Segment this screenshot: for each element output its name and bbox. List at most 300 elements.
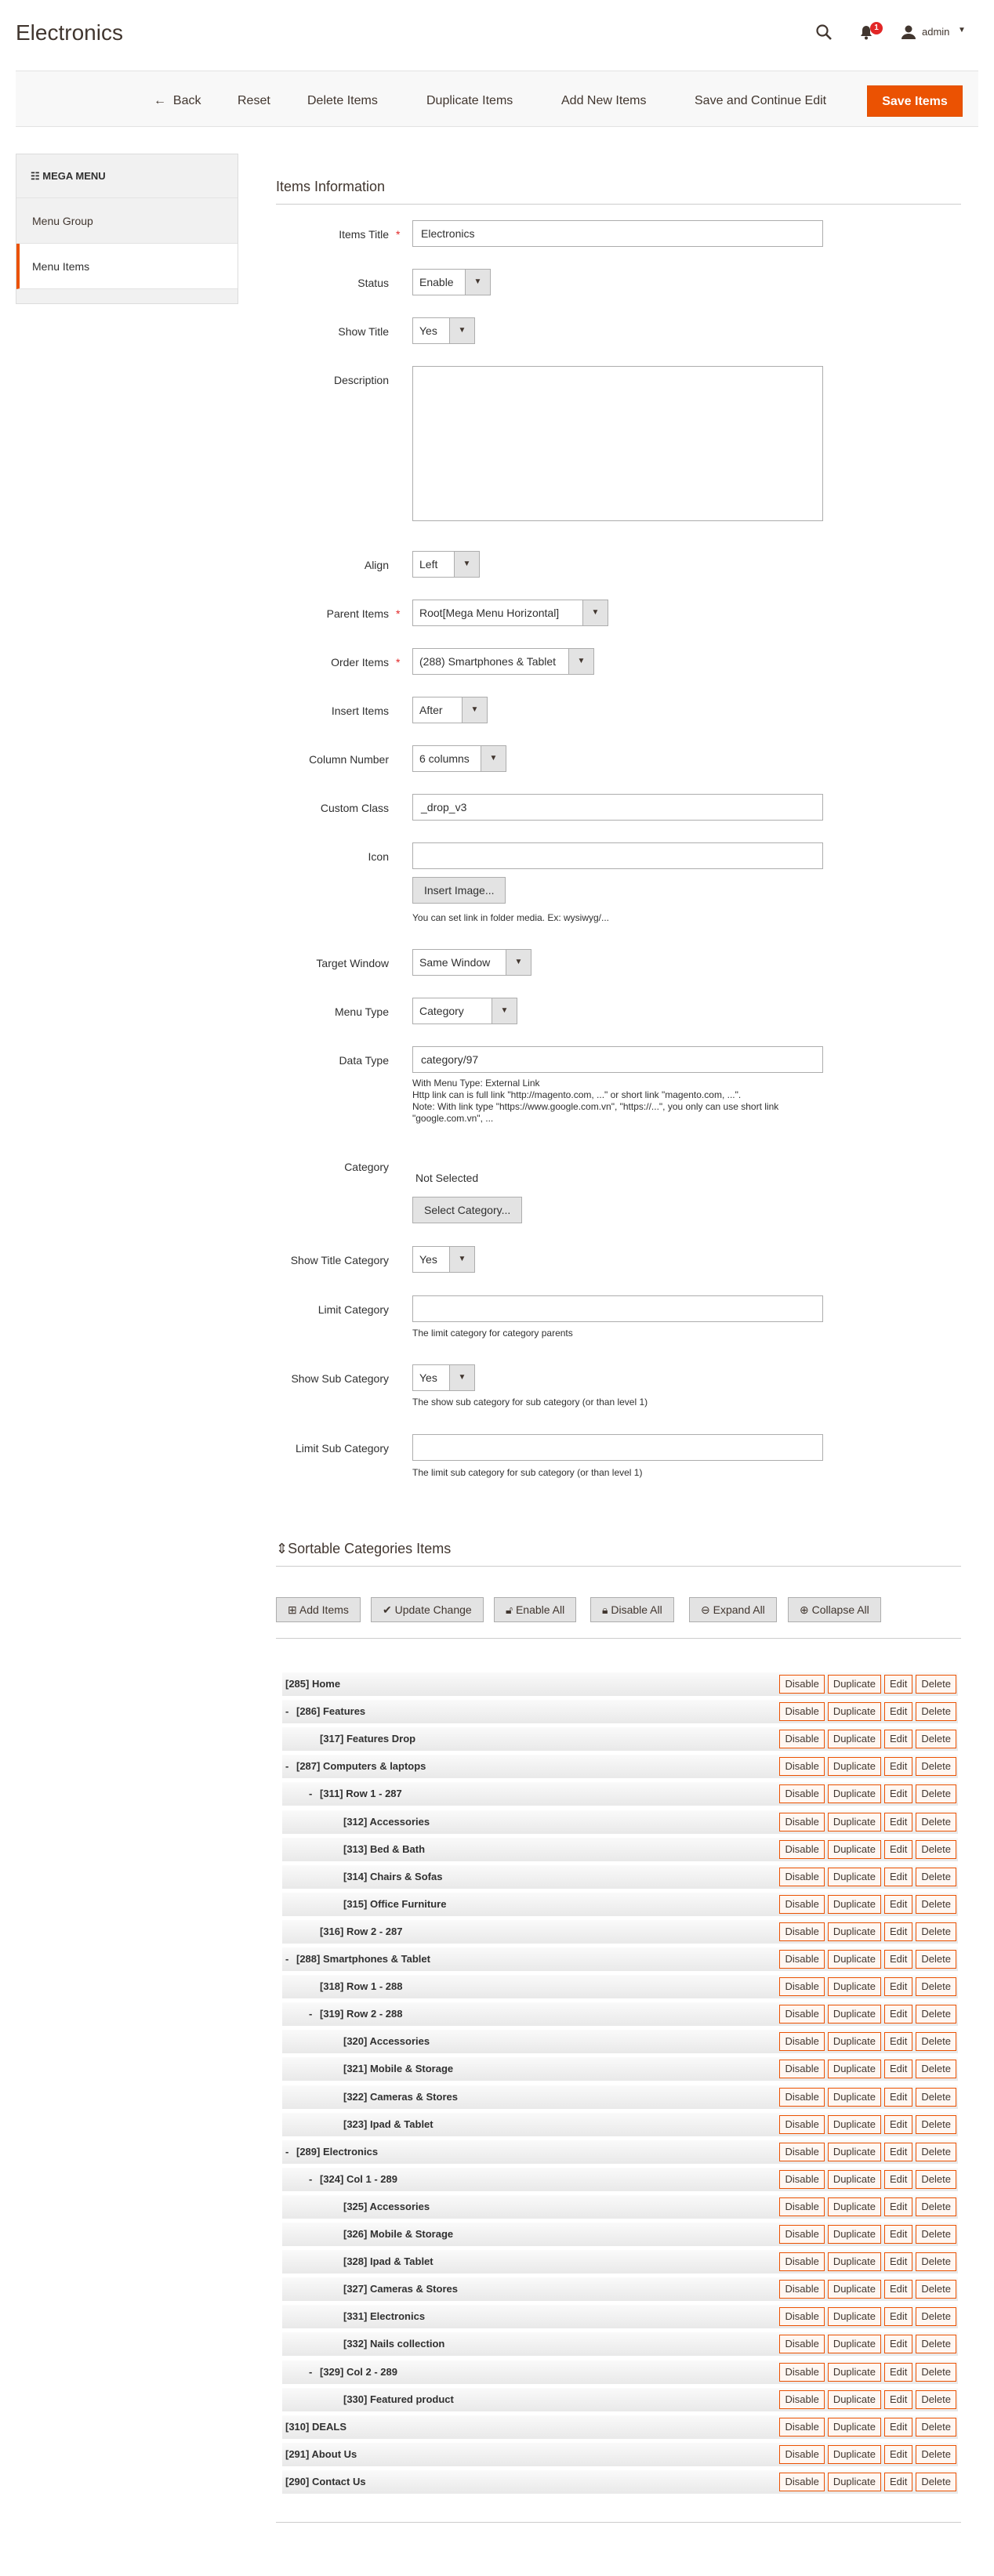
- user-icon[interactable]: [900, 24, 917, 41]
- tree-row[interactable]: [282, 2470, 958, 2494]
- insert-image-button[interactable]: Insert Image...: [412, 877, 506, 904]
- icon-note: You can set link in folder media. Ex: wysiwyg/...: [412, 912, 610, 923]
- tree-row-label: [318] Row 1 - 288: [320, 1980, 403, 1992]
- back-button[interactable]: ← Back: [154, 94, 201, 107]
- duplicate-button[interactable]: Duplicate: [828, 1895, 881, 1914]
- tree-row-label: [287] Computers & laptops: [296, 1760, 426, 1772]
- tree-row-label: [330] Featured product: [343, 2393, 454, 2405]
- edit-button[interactable]: Edit: [884, 2445, 912, 2464]
- tree-row[interactable]: [282, 1755, 958, 1778]
- edit-button[interactable]: Edit: [884, 2143, 912, 2161]
- align-value: Left: [419, 558, 438, 571]
- edit-button[interactable]: Edit: [884, 1757, 912, 1776]
- row-actions: [779, 2225, 956, 2244]
- description-label: Description: [333, 374, 389, 386]
- align-label: Align: [364, 559, 389, 571]
- tree-row[interactable]: [282, 2443, 958, 2466]
- edit-button[interactable]: Edit: [884, 1784, 912, 1803]
- row-actions: [779, 1702, 956, 1721]
- tree-row-label: [328] Ipad & Tablet: [343, 2255, 434, 2267]
- menu-icon: ☷: [31, 170, 40, 182]
- delete-button[interactable]: Delete: [916, 1895, 956, 1914]
- delete-button[interactable]: Delete: [916, 2418, 956, 2437]
- parent-items-value: Root[Mega Menu Horizontal]: [419, 607, 560, 619]
- column-number-value: 6 columns: [419, 752, 470, 765]
- delete-button[interactable]: Delete: [916, 1702, 956, 1721]
- required-marker: *: [396, 656, 401, 668]
- tree-row-label: [329] Col 2 - 289: [320, 2366, 397, 2378]
- notification-badge: 1: [870, 22, 883, 34]
- plus-square-icon: ⊞: [288, 1603, 297, 1616]
- edit-button[interactable]: Edit: [884, 2363, 912, 2382]
- delete-button[interactable]: Delete: [916, 2307, 956, 2326]
- tree-row[interactable]: [282, 2332, 958, 2356]
- save-and-continue-button[interactable]: Save and Continue Edit: [695, 94, 827, 107]
- disable-button[interactable]: Disable: [779, 1757, 824, 1776]
- limit-sub-category-input[interactable]: [412, 1434, 823, 1461]
- tree-row-label: [332] Nails collection: [343, 2338, 445, 2350]
- collapse-toggle[interactable]: -: [285, 2146, 289, 2158]
- delete-button[interactable]: Delete: [916, 1950, 956, 1969]
- sidebar-item-menu-group[interactable]: Menu Group: [16, 198, 238, 244]
- tree-row[interactable]: [282, 2360, 958, 2384]
- disable-button[interactable]: Disable: [779, 1950, 824, 1969]
- duplicate-button[interactable]: Duplicate: [828, 2335, 881, 2353]
- duplicate-button[interactable]: Duplicate: [828, 2197, 881, 2216]
- tree-row[interactable]: [282, 1893, 958, 1916]
- unlock-icon: 🔓︎: [506, 1603, 513, 1616]
- duplicate-button[interactable]: Duplicate: [828, 1784, 881, 1803]
- disable-button[interactable]: Disable: [779, 2280, 824, 2299]
- divider: [276, 204, 961, 205]
- show-title-category-label: Show Title Category: [290, 1254, 389, 1266]
- show-sub-category-value: Yes: [419, 1371, 437, 1384]
- collapse-toggle[interactable]: -: [309, 1788, 313, 1799]
- items-title-label: Items Title: [339, 228, 389, 241]
- chevron-down-icon: ▼: [449, 1247, 474, 1272]
- target-window-label: Target Window: [316, 957, 389, 969]
- items-title-input[interactable]: Electronics: [412, 220, 823, 247]
- delete-button[interactable]: Delete: [916, 2197, 956, 2216]
- disable-button[interactable]: Disable: [779, 1977, 824, 1996]
- tree-row[interactable]: [282, 1810, 958, 1834]
- disable-button[interactable]: Disable: [779, 1675, 824, 1694]
- custom-class-input[interactable]: _drop_v3: [412, 794, 823, 821]
- tree-row-label: [331] Electronics: [343, 2310, 426, 2322]
- delete-button[interactable]: Delete: [916, 2060, 956, 2078]
- chevron-down-icon: ▼: [481, 746, 506, 771]
- disable-button[interactable]: Disable: [779, 1868, 824, 1886]
- collapse-toggle[interactable]: -: [309, 2366, 313, 2378]
- duplicate-button[interactable]: Duplicate: [828, 2170, 881, 2189]
- disable-button[interactable]: Disable: [779, 2445, 824, 2464]
- tree-row[interactable]: [282, 1947, 958, 1971]
- chevron-down-icon: ▼: [462, 697, 487, 723]
- tree-row[interactable]: [282, 2030, 958, 2053]
- limit-category-label: Limit Category: [317, 1303, 389, 1316]
- duplicate-button[interactable]: Duplicate: [828, 1702, 881, 1721]
- target-window-select[interactable]: [412, 949, 531, 976]
- tree-row-label: [320] Accessories: [343, 2035, 430, 2047]
- menu-type-select[interactable]: [412, 998, 517, 1024]
- tree-row[interactable]: [282, 2085, 958, 2109]
- column-number-label: Column Number: [309, 753, 389, 766]
- menu-type-value: Category: [419, 1005, 464, 1017]
- duplicate-button[interactable]: Duplicate: [828, 1922, 881, 1941]
- data-type-note-line: "google.com.vn", ...: [412, 1113, 494, 1124]
- tree-row-label: [313] Bed & Bath: [343, 1843, 426, 1855]
- edit-button[interactable]: Edit: [884, 2032, 912, 2051]
- tree-row-label: [326] Mobile & Storage: [343, 2228, 454, 2240]
- tree-row[interactable]: [282, 2250, 958, 2273]
- divider: [276, 1566, 961, 1567]
- category-value: Not Selected: [415, 1172, 479, 1184]
- edit-button[interactable]: Edit: [884, 1702, 912, 1721]
- disable-button[interactable]: Disable: [779, 2335, 824, 2353]
- delete-button[interactable]: Delete: [916, 1757, 956, 1776]
- tree-row[interactable]: [282, 2002, 958, 2026]
- delete-button[interactable]: Delete: [916, 2143, 956, 2161]
- duplicate-button[interactable]: Duplicate: [828, 2032, 881, 2051]
- delete-button[interactable]: Delete: [916, 2280, 956, 2299]
- page-title: Electronics: [16, 20, 123, 45]
- divider: [276, 2522, 961, 2523]
- tree-row[interactable]: [282, 2057, 958, 2081]
- disable-button[interactable]: Disable: [779, 2473, 824, 2491]
- disable-button[interactable]: Disable: [779, 2115, 824, 2134]
- tree-row[interactable]: [282, 1920, 958, 1944]
- disable-button[interactable]: Disable: [779, 1702, 824, 1721]
- tree-row-label: [285] Home: [285, 1678, 341, 1690]
- delete-button[interactable]: Delete: [916, 1675, 956, 1694]
- chevron-down-icon: ▼: [568, 649, 593, 674]
- tree-row-label: [322] Cameras & Stores: [343, 2091, 458, 2103]
- chevron-down-icon[interactable]: ▼: [958, 26, 966, 34]
- duplicate-button[interactable]: Duplicate: [828, 2225, 881, 2244]
- description-textarea[interactable]: [412, 366, 823, 521]
- tree-row[interactable]: [282, 2168, 958, 2191]
- row-actions: [779, 1895, 956, 1914]
- row-actions: [779, 2390, 956, 2409]
- edit-button[interactable]: Edit: [884, 2473, 912, 2491]
- show-sub-category-label: Show Sub Category: [291, 1372, 389, 1385]
- collapse-toggle[interactable]: -: [285, 1760, 289, 1772]
- custom-class-label: Custom Class: [320, 802, 389, 814]
- delete-items-button[interactable]: Delete Items: [307, 94, 378, 107]
- edit-button[interactable]: Edit: [884, 1730, 912, 1748]
- save-items-button[interactable]: Save Items: [867, 85, 963, 117]
- insert-items-select[interactable]: [412, 697, 488, 723]
- limit-sub-category-label: Limit Sub Category: [295, 1442, 389, 1455]
- sidebar-heading: ☷ MEGA MENU: [16, 154, 238, 198]
- show-title-category-select[interactable]: [412, 1246, 475, 1273]
- tree-row[interactable]: [282, 1672, 958, 1696]
- icon-label: Icon: [368, 850, 389, 863]
- disable-button[interactable]: Disable: [779, 1922, 824, 1941]
- order-items-select[interactable]: [412, 648, 594, 675]
- collapse-toggle[interactable]: -: [309, 2008, 313, 2020]
- add-items-button[interactable]: ⊞ Add Items: [276, 1597, 361, 1622]
- edit-button[interactable]: Edit: [884, 2005, 912, 2023]
- row-actions: [779, 2032, 956, 2051]
- show-title-select[interactable]: [412, 317, 475, 344]
- edit-button[interactable]: Edit: [884, 1675, 912, 1694]
- tree-row-label: [314] Chairs & Sofas: [343, 1871, 443, 1882]
- icon-input[interactable]: [412, 842, 823, 869]
- order-items-label: Order Items: [331, 656, 389, 668]
- delete-button[interactable]: Delete: [916, 2088, 956, 2107]
- edit-button[interactable]: Edit: [884, 1922, 912, 1941]
- edit-button[interactable]: Edit: [884, 2307, 912, 2326]
- tree-row[interactable]: [282, 2277, 958, 2301]
- collapse-toggle[interactable]: -: [285, 1953, 289, 1965]
- data-type-label: Data Type: [339, 1054, 389, 1067]
- column-number-select[interactable]: [412, 745, 506, 772]
- show-title-category-value: Yes: [419, 1253, 437, 1266]
- duplicate-button[interactable]: Duplicate: [828, 2445, 881, 2464]
- disable-button[interactable]: Disable: [779, 2060, 824, 2078]
- disable-button[interactable]: Disable: [779, 2390, 824, 2409]
- delete-button[interactable]: Delete: [916, 1730, 956, 1748]
- row-actions: [779, 2143, 956, 2161]
- row-actions: [779, 2170, 956, 2189]
- tree-row[interactable]: [282, 1700, 958, 1723]
- row-actions: [779, 1813, 956, 1831]
- delete-button[interactable]: Delete: [916, 2473, 956, 2491]
- edit-button[interactable]: Edit: [884, 2280, 912, 2299]
- duplicate-button[interactable]: Duplicate: [828, 2473, 881, 2491]
- tree-row[interactable]: [282, 2140, 958, 2164]
- tree-row-label: [316] Row 2 - 287: [320, 1926, 403, 1937]
- duplicate-button[interactable]: Duplicate: [828, 1813, 881, 1831]
- disable-button[interactable]: Disable: [779, 2418, 824, 2437]
- tree-row-label: [290] Contact Us: [285, 2476, 366, 2487]
- tree-row-label: [321] Mobile & Storage: [343, 2063, 454, 2074]
- chevron-down-icon: ▼: [449, 318, 474, 343]
- data-type-input[interactable]: category/97: [412, 1046, 823, 1073]
- row-actions: [779, 2280, 956, 2299]
- disable-button[interactable]: Disable: [779, 2197, 824, 2216]
- disable-button[interactable]: Disable: [779, 1895, 824, 1914]
- duplicate-button[interactable]: Duplicate: [828, 2307, 881, 2326]
- disable-button[interactable]: Disable: [779, 1784, 824, 1803]
- duplicate-button[interactable]: Duplicate: [828, 1840, 881, 1859]
- delete-button[interactable]: Delete: [916, 2032, 956, 2051]
- row-actions: [779, 1840, 956, 1859]
- delete-button[interactable]: Delete: [916, 2363, 956, 2382]
- duplicate-button[interactable]: Duplicate: [828, 1868, 881, 1886]
- disable-all-button[interactable]: 🔒︎ Disable All: [590, 1597, 674, 1622]
- show-title-value: Yes: [419, 324, 437, 337]
- limit-category-input[interactable]: [412, 1295, 823, 1322]
- delete-button[interactable]: Delete: [916, 2252, 956, 2271]
- order-items-value: (288) Smartphones & Tablet: [419, 655, 557, 668]
- duplicate-button[interactable]: Duplicate: [828, 2115, 881, 2134]
- disable-button[interactable]: Disable: [779, 2088, 824, 2107]
- collapse-toggle[interactable]: -: [285, 1705, 289, 1717]
- tree-row[interactable]: [282, 2195, 958, 2219]
- delete-button[interactable]: Delete: [916, 2170, 956, 2189]
- disable-button[interactable]: Disable: [779, 2170, 824, 2189]
- tree-row[interactable]: [282, 1975, 958, 1998]
- duplicate-button[interactable]: Duplicate: [828, 2390, 881, 2409]
- delete-button[interactable]: Delete: [916, 2335, 956, 2353]
- chevron-down-icon: ▼: [449, 1365, 474, 1390]
- tree-row[interactable]: [282, 1727, 958, 1751]
- delete-button[interactable]: Delete: [916, 1840, 956, 1859]
- target-window-value: Same Window: [419, 956, 491, 969]
- disable-button[interactable]: Disable: [779, 2307, 824, 2326]
- edit-button[interactable]: Edit: [884, 1977, 912, 1996]
- edit-button[interactable]: Edit: [884, 2418, 912, 2437]
- sidebar-item-menu-items[interactable]: Menu Items: [16, 244, 238, 289]
- edit-button[interactable]: Edit: [884, 2225, 912, 2244]
- delete-button[interactable]: Delete: [916, 1784, 956, 1803]
- tree-row-label: [327] Cameras & Stores: [343, 2283, 458, 2295]
- reset-button[interactable]: Reset: [238, 94, 270, 107]
- duplicate-button[interactable]: Duplicate: [828, 1730, 881, 1748]
- arrow-left-icon: ←: [154, 94, 166, 107]
- edit-button[interactable]: Edit: [884, 1950, 912, 1969]
- tree-row-label: [288] Smartphones & Tablet: [296, 1953, 430, 1965]
- disable-button[interactable]: Disable: [779, 2363, 824, 2382]
- tree-row[interactable]: [282, 1838, 958, 1861]
- disable-button[interactable]: Disable: [779, 2032, 824, 2051]
- update-change-button[interactable]: ✔ Update Change: [371, 1597, 484, 1622]
- items-information-title: Items Information: [276, 179, 386, 194]
- edit-button[interactable]: Edit: [884, 2115, 912, 2134]
- duplicate-button[interactable]: Duplicate: [828, 1950, 881, 1969]
- delete-button[interactable]: Delete: [916, 2005, 956, 2023]
- tree-row-label: [323] Ipad & Tablet: [343, 2118, 434, 2130]
- delete-button[interactable]: Delete: [916, 2390, 956, 2409]
- row-actions: [779, 1950, 956, 1969]
- delete-button[interactable]: Delete: [916, 1922, 956, 1941]
- disable-button[interactable]: Disable: [779, 2225, 824, 2244]
- enable-all-button[interactable]: 🔓︎ Enable All: [494, 1597, 576, 1622]
- edit-button[interactable]: Edit: [884, 1813, 912, 1831]
- duplicate-button[interactable]: Duplicate: [828, 2252, 881, 2271]
- duplicate-button[interactable]: Duplicate: [828, 2143, 881, 2161]
- data-type-note: [412, 1078, 836, 1125]
- tree-row[interactable]: [282, 2388, 958, 2411]
- row-actions: [779, 2115, 956, 2134]
- tree-row[interactable]: [282, 2415, 958, 2439]
- tree-row-label: [312] Accessories: [343, 1816, 430, 1828]
- edit-button[interactable]: Edit: [884, 2335, 912, 2353]
- row-actions: [779, 2060, 956, 2078]
- menu-type-label: Menu Type: [334, 1005, 389, 1018]
- select-category-button[interactable]: Select Category...: [412, 1197, 522, 1223]
- parent-items-label: Parent Items: [326, 607, 389, 620]
- user-name[interactable]: admin: [922, 26, 950, 38]
- edit-button[interactable]: Edit: [884, 2252, 912, 2271]
- delete-button[interactable]: Delete: [916, 1977, 956, 1996]
- tree-row[interactable]: [282, 2305, 958, 2328]
- duplicate-button[interactable]: Duplicate: [828, 2363, 881, 2382]
- row-actions: [779, 2197, 956, 2216]
- collapse-toggle[interactable]: -: [309, 2173, 313, 2185]
- delete-button[interactable]: Delete: [916, 2445, 956, 2464]
- status-label: Status: [357, 277, 389, 289]
- tree-row-label: [289] Electronics: [296, 2146, 379, 2158]
- duplicate-button[interactable]: Duplicate: [828, 2060, 881, 2078]
- edit-button[interactable]: Edit: [884, 2060, 912, 2078]
- tree-row[interactable]: [282, 1865, 958, 1889]
- duplicate-button[interactable]: Duplicate: [828, 2088, 881, 2107]
- duplicate-button[interactable]: Duplicate: [828, 2418, 881, 2437]
- duplicate-button[interactable]: Duplicate: [828, 2280, 881, 2299]
- required-marker: *: [396, 228, 401, 241]
- data-type-note-line: With Menu Type: External Link: [412, 1078, 540, 1089]
- add-new-items-button[interactable]: Add New Items: [561, 94, 647, 107]
- delete-button[interactable]: Delete: [916, 2115, 956, 2134]
- edit-button[interactable]: Edit: [884, 2088, 912, 2107]
- row-actions: [779, 1784, 956, 1803]
- disable-button[interactable]: Disable: [779, 2143, 824, 2161]
- search-icon[interactable]: [815, 24, 833, 41]
- edit-button[interactable]: Edit: [884, 2170, 912, 2189]
- chevron-down-icon: ▼: [506, 950, 531, 975]
- row-actions: [779, 1977, 956, 1996]
- disable-button[interactable]: Disable: [779, 1813, 824, 1831]
- row-actions: [779, 2335, 956, 2353]
- show-title-label: Show Title: [338, 325, 389, 338]
- delete-button[interactable]: Delete: [916, 1813, 956, 1831]
- edit-button[interactable]: Edit: [884, 1840, 912, 1859]
- tree-row[interactable]: [282, 2223, 958, 2246]
- row-actions: [779, 1675, 956, 1694]
- limit-category-note: The limit category for category parents: [412, 1328, 573, 1339]
- parent-items-select[interactable]: [412, 600, 608, 626]
- disable-button[interactable]: Disable: [779, 2252, 824, 2271]
- row-actions: [779, 2307, 956, 2326]
- duplicate-button[interactable]: Duplicate: [828, 1675, 881, 1694]
- align-select[interactable]: [412, 551, 480, 578]
- collapse-all-button[interactable]: ⊕ Collapse All: [788, 1597, 881, 1622]
- tree-row-label: [310] DEALS: [285, 2421, 347, 2433]
- duplicate-button[interactable]: Duplicate: [828, 1757, 881, 1776]
- tree-row[interactable]: [282, 1782, 958, 1806]
- chevron-down-icon: ▼: [454, 552, 479, 577]
- row-actions: [779, 2088, 956, 2107]
- disable-button[interactable]: Disable: [779, 2005, 824, 2023]
- edit-button[interactable]: Edit: [884, 2197, 912, 2216]
- row-actions: [779, 2005, 956, 2023]
- row-actions: [779, 2418, 956, 2437]
- disable-button[interactable]: Disable: [779, 1730, 824, 1748]
- row-actions: [779, 1868, 956, 1886]
- show-sub-category-select[interactable]: [412, 1364, 475, 1391]
- duplicate-items-button[interactable]: Duplicate Items: [426, 94, 513, 107]
- tree-row-label: [315] Office Furniture: [343, 1898, 447, 1910]
- tree-row-label: [319] Row 2 - 288: [320, 2008, 403, 2020]
- edit-button[interactable]: Edit: [884, 1868, 912, 1886]
- delete-button[interactable]: Delete: [916, 1868, 956, 1886]
- duplicate-button[interactable]: Duplicate: [828, 2005, 881, 2023]
- disable-button[interactable]: Disable: [779, 1840, 824, 1859]
- duplicate-button[interactable]: Duplicate: [828, 1977, 881, 1996]
- tree-row[interactable]: [282, 2113, 958, 2136]
- row-actions: [779, 1730, 956, 1748]
- tree-row-label: [325] Accessories: [343, 2201, 430, 2212]
- edit-button[interactable]: Edit: [884, 1895, 912, 1914]
- delete-button[interactable]: Delete: [916, 2225, 956, 2244]
- expand-all-button[interactable]: ⊖ Expand All: [689, 1597, 777, 1622]
- edit-button[interactable]: Edit: [884, 2390, 912, 2409]
- status-select[interactable]: [412, 269, 491, 295]
- tree-row-label: [324] Col 1 - 289: [320, 2173, 397, 2185]
